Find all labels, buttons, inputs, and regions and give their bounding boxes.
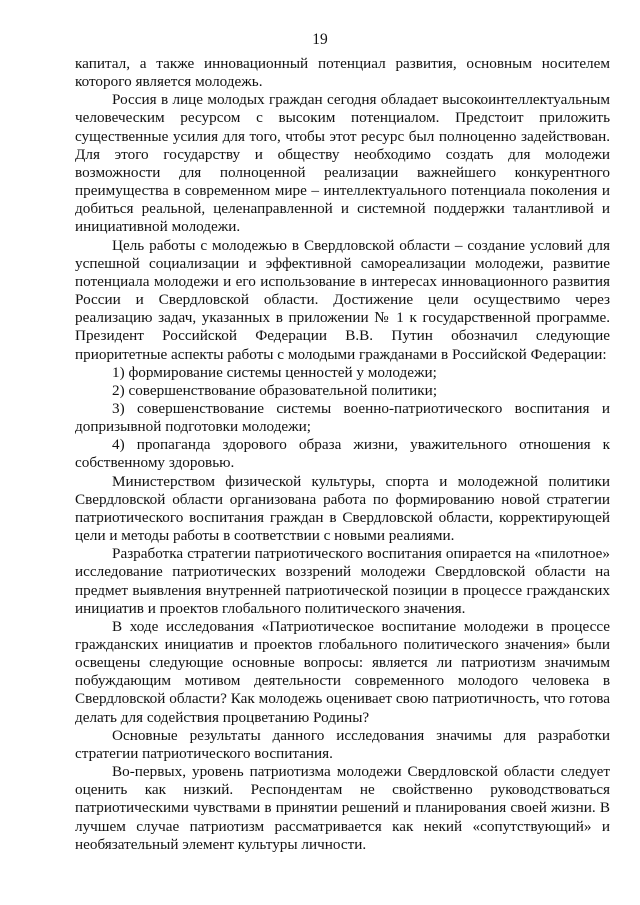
paragraph-research-questions: В ходе исследования «Патриотическое воспитание молодежи в процессе гражданских инициатив и проектов глобального политического значения» были освещены следующие основные вопросы: является ли патриотизм значимым побуждающим мотивом деятельности современного молодого человека в Свердловской области? Как молодежь оценивает свою патриотичность, что готова делать для содействия процветанию Родины? (75, 617, 610, 726)
list-item-education: 2) совершенствование образовательной политики; (112, 381, 438, 399)
paragraph-youth-policy-goal: Цель работы с молодежью в Свердловской области – создание условий для успешной социализации и эффективной самореализации молодежи, развитие потенциала молодежи и его использование в интересах инновационного развития России и Свердловской области. Достижение цели осуществимо через реализацию задач, указанных в приложении № 1 к государственной программе. Президент Российской Федерации В.В. Путин обозначил следующие приоритетные аспекты работы с молодыми гражданами в Российской Федерации: (75, 236, 610, 363)
list-item-patriotic-education: 3) совершенствование системы военно-патриотического воспитания и допризывной подготовки молодежи; (75, 399, 610, 436)
paragraph-continuation: капитал, а также инновационный потенциал развития, основным носителем которого является молодежь. (75, 55, 610, 91)
paragraph-strategy-development: Разработка стратегии патриотического воспитания опирается на «пилотное» исследование патриотических воззрений молодежи Свердловской области на предмет выявления внутренней патриотической позиции в процессе гражданских инициатив и проектов глобального политического значения. (75, 545, 610, 617)
paragraph-research-results: Основные результаты данного исследования значимы для разработки стратегии патриотического воспитания. (75, 726, 610, 762)
list-item-values: 1) формирование системы ценностей у молодежи; (112, 363, 437, 381)
document-body (75, 55, 610, 854)
page-number: 19 (312, 31, 328, 48)
paragraph-first-finding: Во-первых, уровень патриотизма молодежи Свердловской области следует оценить как низкий. Респондентам не свойственно руководствоваться патриотическими чувствами в принятии решений и планирования своей жизни. В лучшем случае патриотизм рассматривается как некий «сопутствующий» и необязательный элемент культуры личности. (75, 763, 610, 853)
paragraph-ministry-work: Министерством физической культуры, спорта и молодежной политики Свердловской области организована работа по формированию новой стратегии патриотического воспитания граждан в Свердловской области, корректирующей цели и методы работы в соответствии с новыми реалиями. (75, 472, 610, 545)
list-item-healthy-lifestyle: 4) пропаганда здорового образа жизни, уважительного отношения к собственному здоровью. (75, 436, 610, 472)
paragraph-human-resource: Россия в лице молодых граждан сегодня обладает высокоинтеллектуальным человеческим ресурсом с высоким потенциалом. Предстоит приложить существенные усилия для того, чтобы этот ресурс был полноценно задействован. Для этого государству и обществу необходимо создать для молодежи возможности для полноценной реализации важнейшего конкурентного преимущества в современном мире – интеллектуального потенциала поколения и добиться реальной, целенаправленной и системной поддержки талантливой и инициативной молодежи. (75, 91, 610, 236)
